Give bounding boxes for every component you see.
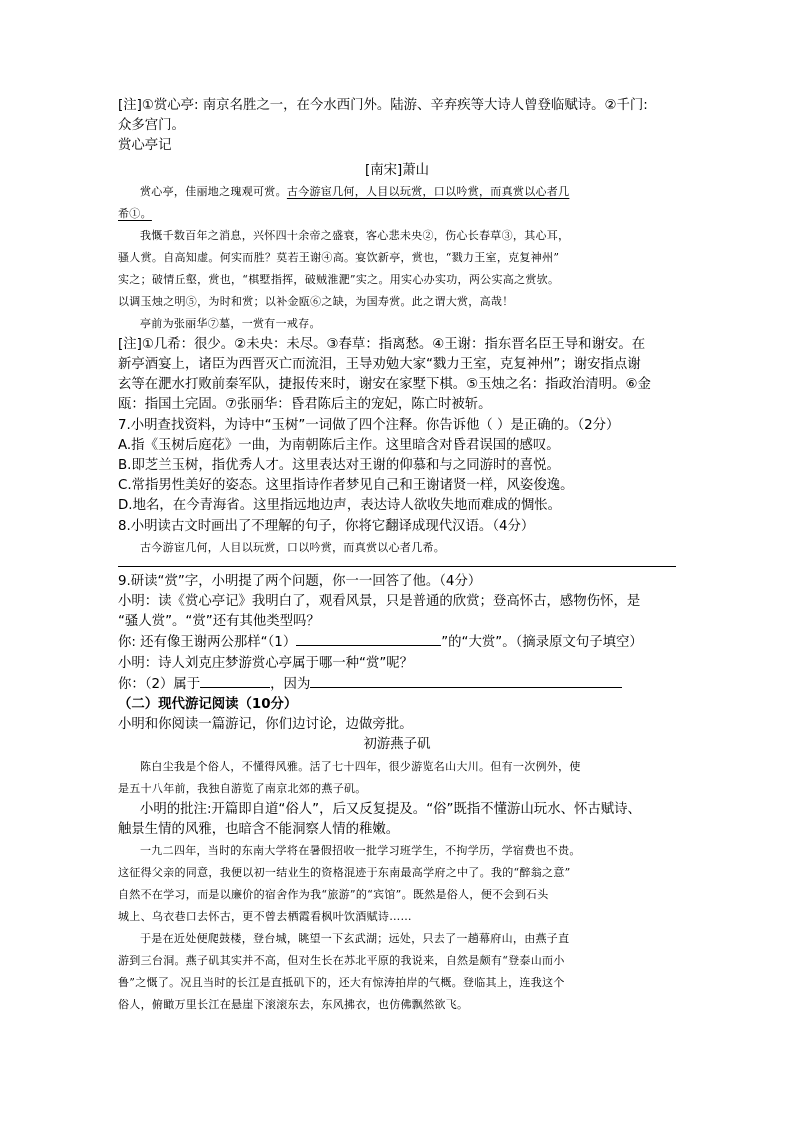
notes-line: [注]①几希：很少。②未央：未尽。③春草：指离愁。④王谢：指东晋名臣王导和谢安。在 — [118, 336, 646, 352]
travel-essay-line: 是五十八年前，我独自游览了南京北郊的燕子矶。 — [118, 781, 367, 795]
question-7-stem: 7.小明查找资料，为诗中“玉树”一词做了四个注释。你告诉他（ ）是正确的。（2分） — [118, 417, 620, 433]
essay-line: 以调玉烛之明⑤，为时和赏；以补金瓯⑥之缺，为国寿赏。此之谓大赏，高哉！ — [118, 294, 514, 308]
underlined-sentence: 古今游宦几何，人目以玩赏，口以吟赏，而真赏以心者几 — [286, 184, 570, 198]
answer-blank-2b[interactable] — [310, 674, 622, 688]
note-top-line: [注]①赏心亭: 南京名胜之一，在今水西门外。陆游、辛弃疾等大诗人曾登临赋诗。②千门: — [118, 98, 648, 113]
question-8-sentence: 古今游宦几何，人目以玩赏，口以吟赏，而真赏以心者几希。 — [140, 540, 446, 554]
notes-line: 瓯：指国土完固。⑦张丽华：昏君陈后主的宠妃，陈亡时被斩。 — [118, 397, 492, 413]
question-9-stem: 9.研读“赏”字，小明提了两个问题，你一一回答了他。（4分） — [118, 573, 482, 589]
essay-line: 我慨千数百年之消息，兴怀四十余帝之盛衰，客心悲未央②，伤心长春草③，其心耳， — [140, 228, 570, 242]
travel-essay-line: 游到三台洞。燕子矶其实并不高，但对生长在苏北平原的我说来，自然是颇有“登泰山而小 — [118, 954, 565, 968]
essay-text: 赏心亭，佳丽地之瑰观可赏。 — [140, 184, 287, 198]
dialogue-line: 你: 还有像王谢两公那样“（1） ”的“大赏”。（摘录原文句子填空） — [118, 632, 676, 653]
answer-blank-1[interactable] — [296, 632, 441, 646]
essay-author: [南宋]萧山 — [364, 162, 429, 178]
essay-line: 实之；破情丘壑，赏也，“棋墅指挥，破贼淮淝”实之。用实心办实功，两公实高之赏欤。 — [118, 272, 560, 286]
essay-paragraph-1-end: 希①。 — [118, 206, 152, 220]
essay-line: 亭前为张丽华⑦墓，一赏有一戒存。 — [140, 316, 321, 330]
notes-line: 玄等在淝水打败前秦军队，捷报传来时，谢安在家墅下棋。⑤玉烛之名：指政治清明。⑥金 — [118, 377, 651, 393]
travel-essay-line: 这征得父亲的同意，我便以初一结业生的资格混迹于东南最高学府之中了。我的“醉翁之意” — [118, 866, 571, 880]
dialogue-line: 小明：诗人刘克庄梦游赏心亭属于哪一种“赏”呢？ — [118, 655, 414, 671]
essay-line: 骚人赏。自高知虚。何实而胜？莫若王谢④高。宴饮新亭，赏也，“戮力王室，克复神州” — [118, 250, 560, 264]
travel-essay-line: 鲁”之慨了。况且当时的长江是直抵矶下的，还大有惊涛拍岸的气概。登临其上，连我这个 — [118, 976, 565, 990]
section-intro: 小明和你阅读一篇游记，你们边讨论，边做旁批。 — [118, 717, 413, 733]
travel-essay-line: 陈白尘我是个俗人，不懂得风雅。活了七十四年，很少游览名山大川。但有一次例外，使 — [140, 759, 581, 773]
essay-title: 初游燕子矶 — [363, 737, 431, 753]
question-7-option: D.地名，在今青海省。这里指远地边声，表达诗人欲收失地而难成的惆怅。 — [118, 498, 562, 514]
question-8-stem: 8.小明读古文时画出了不理解的句子，你将它翻译成现代汉语。（4分） — [118, 518, 535, 534]
question-7-option: C.常指男性美好的姿态。这里指诗作者梦见自己和王谢诸贤一样，风姿俊逸。 — [118, 478, 574, 494]
note-top-line: 众多宫门。 — [118, 118, 185, 134]
question-7-option: A.指《玉树后庭花》一曲，为南朝陈后主作。这里暗含对昏君误国的感叹。 — [118, 437, 560, 453]
answer-line[interactable] — [118, 566, 676, 567]
dialogue-line: “骚人赏”。“赏”还有其他类型吗？ — [118, 614, 320, 630]
comment-line: 小明的批注:开篇即自道“俗人”，后又反复提及。“俗”既指不懂游山玩水、怀古赋诗、 — [140, 801, 641, 817]
answer-blank-2a[interactable] — [200, 674, 270, 688]
question-7-option: B.即芝兰玉树，指优秀人才。这里表达对王谢的仰慕和与之同游时的喜悦。 — [118, 458, 560, 474]
essay-paragraph-1 — [118, 181, 676, 203]
travel-essay-line: 城上、乌衣巷口去怀古，更不曾去栖霞看枫叶饮酒赋诗…… — [118, 910, 412, 924]
travel-essay-line: 于是在近处便爬鼓楼，登台城，眺望一下玄武湖；远处，只去了一趟幕府山，由燕子直 — [140, 932, 570, 946]
travel-essay-line: 俗人，俯瞰万里长江在悬崖下滚滚东去，东风拂衣，也仿佛飘然欲飞。 — [118, 998, 469, 1012]
essay-heading: 赏心亭记 — [118, 138, 172, 154]
comment-line: 触景生情的风雅，也暗含不能洞察人情的稚嫩。 — [118, 821, 400, 837]
section-title: （二）现代游记阅读（10分） — [118, 697, 298, 713]
notes-line: 新亭酒宴上，诸臣为西晋灭亡而流泪，王导劝勉大家“戮力王室，克复神州”；谢安指点谢 — [118, 357, 641, 373]
dialogue-line: 小明：读《赏心亭记》我明白了，观看风景，只是普通的欣赏；登高怀古，感物伤怀，是 — [118, 594, 641, 610]
travel-essay-line: 一九二四年，当时的东南大学将在暑假招收一批学习班学生，不拘学历，学宿费也不贵。 — [140, 844, 581, 858]
dialogue-line: 你：（2）属于 ，因为 — [118, 674, 676, 695]
document-page — [118, 96, 676, 1016]
travel-essay-line: 自然不在学习，而是以廉价的宿舍作为我“旅游”的“宾馆”。既然是俗人，便不会到石头 — [118, 888, 549, 902]
